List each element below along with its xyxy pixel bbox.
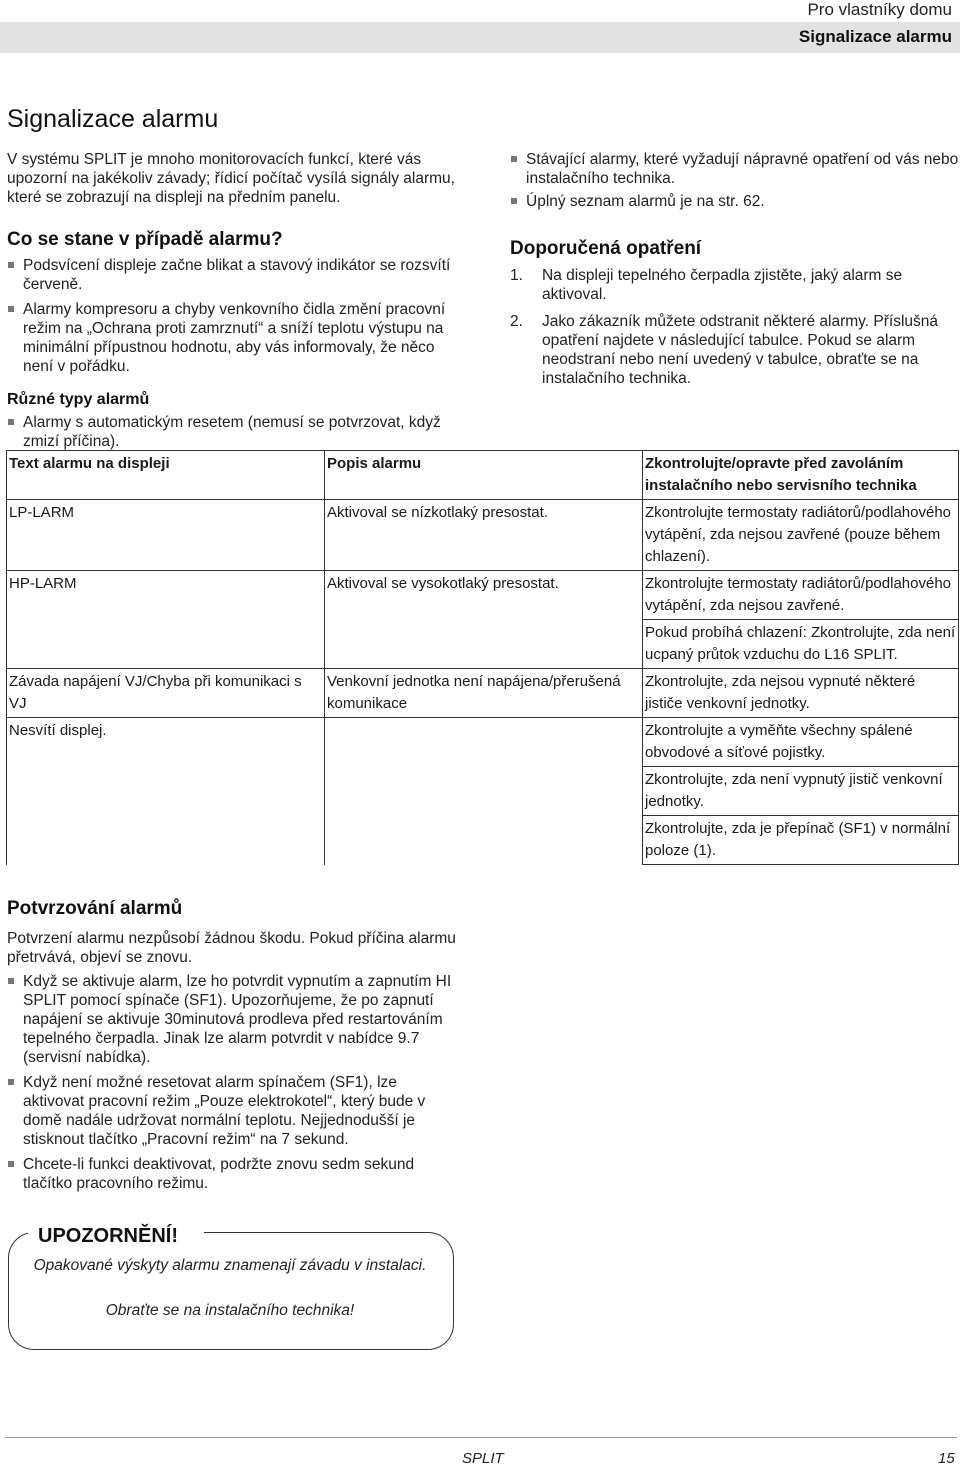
- header-page-title: Signalizace alarmu: [798, 27, 952, 46]
- bullet-icon: [8, 262, 14, 268]
- bullet-icon: [8, 419, 14, 425]
- alarm-text-cell: HP-LARM: [7, 571, 325, 669]
- header-section-label: Pro vlastníky domu: [807, 0, 952, 19]
- recommended-heading: Doporučená opatření: [510, 238, 702, 259]
- list-item: Chcete-li funkci deaktivovat, podržte znovu sedm sekund tlačítko pracovního režimu.: [7, 1155, 457, 1193]
- alarm-desc-cell: [325, 718, 643, 865]
- table-row: [7, 718, 959, 767]
- warning-title: UPOZORNĚNÍ!: [38, 1225, 178, 1247]
- column-header: Text alarmu na displeji: [7, 451, 325, 500]
- footer-divider: [5, 1437, 957, 1438]
- page-number: 15: [938, 1450, 955, 1467]
- page-title: Signalizace alarmu: [7, 105, 219, 133]
- list-item: Když se aktivuje alarm, lze ho potvrdit vypnutím a zapnutím HI SPLIT pomocí spínače (SF1). Upozorňujeme, že po zapnutí napájení se aktivuje 30minutová prodleva před restartováním tepelného čerpadla. Jinak lze alarm potvrdit v nabídce 9.7 (servisní nabídka).: [7, 972, 457, 1067]
- bullet-icon: [511, 198, 517, 204]
- confirm-list: [7, 972, 457, 1197]
- bullet-icon: [511, 156, 517, 162]
- recommended-list: [510, 266, 955, 392]
- bullet-icon: [8, 306, 14, 312]
- alarm-check-cell: Pokud probíhá chlazení: Zkontrolujte, zda není ucpaný průtok vzduchu do L16 SPLIT.: [643, 620, 959, 669]
- alarm-check-cell: Zkontrolujte a vyměňte všechny spálené obvodové a síťové pojistky.: [643, 718, 959, 767]
- warning-text: Opakované výskyty alarmu znamenají závadu v instalaci.: [33, 1257, 427, 1274]
- alarm-check-cell: Zkontrolujte, zda nejsou vypnuté některé jističe venkovní jednotky.: [643, 669, 959, 718]
- bullet-icon: [8, 1079, 14, 1085]
- alarm-desc-cell: Aktivoval se vysokotlaký presostat.: [325, 571, 643, 669]
- alarm-check-cell: Zkontrolujte termostaty radiátorů/podlahového vytápění, zda nejsou zavřené.: [643, 571, 959, 620]
- types-list-left: [7, 413, 457, 455]
- bullet-icon: [8, 978, 14, 984]
- what-happens-heading: Co se stane v případě alarmu?: [7, 229, 283, 250]
- list-item: Úplný seznam alarmů je na str. 62.: [510, 192, 960, 211]
- intro-paragraph: V systému SPLIT je mnoho monitorovacích funkcí, které vás upozorní na jakékoliv závady; řídicí počítač vysílá signály alarmu, které se zobrazují na displeji na předním panelu.: [7, 151, 455, 206]
- alarm-text-cell: Nesvítí displej.: [7, 718, 325, 865]
- confirm-heading: Potvrzování alarmů: [7, 898, 183, 919]
- alarm-table: [6, 450, 959, 865]
- list-item: 1. Na displeji tepelného čerpadla zjistěte, jaký alarm se aktivoval.: [510, 267, 903, 303]
- table-row: [7, 500, 959, 571]
- confirm-intro: Potvrzení alarmu nezpůsobí žádnou škodu. Pokud příčina alarmu přetrvává, objeví se znovu.: [7, 930, 456, 966]
- column-header: Zkontrolujte/opravte před zavoláním instalačního nebo servisního technika: [643, 451, 959, 500]
- table-header-row: [7, 451, 959, 500]
- list-item: Alarmy s automatickým resetem (nemusí se potvrzovat, když zmizí příčina).: [7, 413, 457, 451]
- list-item: Stávající alarmy, které vyžadují nápravné opatření od vás nebo instalačního technika.: [510, 150, 960, 188]
- footer-product: SPLIT: [462, 1450, 504, 1467]
- list-item: 2. Jako zákazník můžete odstranit některé alarmy. Příslušná opatření najdete v následující tabulce. Pokud se alarm neodstraní nebo není uvedený v tabulce, obraťte se na instalačního technika.: [510, 313, 938, 387]
- alarm-check-cell: Zkontrolujte termostaty radiátorů/podlahového vytápění, zda nejsou zavřené (pouze během chlazení).: [643, 500, 959, 571]
- list-item: Alarmy kompresoru a chyby venkovního čidla změní pracovní režim na „Ochrana proti zamrznutí“ a sníží teplotu výstupu na minimální přípustnou hodnotu, aby vás informovaly, že něco není v pořádku.: [7, 300, 457, 376]
- alarm-text-cell: LP-LARM: [7, 500, 325, 571]
- list-item: Když není možné resetovat alarm spínačem (SF1), lze aktivovat pracovní režim „Pouze elektrokotel“, který bude v domě nadále udržovat normální teplotu. Nejjednodušší je stisknout tlačítko „Pracovní režim“ na 7 sekund.: [7, 1073, 457, 1149]
- alarm-check-cell: Zkontrolujte, zda není vypnutý jistič venkovní jednotky.: [643, 767, 959, 816]
- types-list-right: [510, 150, 960, 215]
- table-row: [7, 669, 959, 718]
- alarm-desc-cell: Venkovní jednotka není napájena/přerušená komunikace: [325, 669, 643, 718]
- list-item: Podsvícení displeje začne blikat a stavový indikátor se rozsvítí červeně.: [7, 256, 457, 294]
- column-header: Popis alarmu: [325, 451, 643, 500]
- bullet-icon: [8, 1161, 14, 1167]
- alarm-text-cell: Závada napájení VJ/Chyba při komunikaci s VJ: [7, 669, 325, 718]
- table-row: [7, 571, 959, 620]
- warning-contact-text: Obraťte se na instalačního technika!: [105, 1302, 355, 1319]
- types-heading: Různé typy alarmů: [7, 391, 150, 408]
- alarm-desc-cell: Aktivoval se nízkotlaký presostat.: [325, 500, 643, 571]
- warning-box: [8, 1232, 454, 1350]
- what-happens-list: [7, 256, 457, 380]
- alarm-check-cell: Zkontrolujte, zda je přepínač (SF1) v normální poloze (1).: [643, 816, 959, 865]
